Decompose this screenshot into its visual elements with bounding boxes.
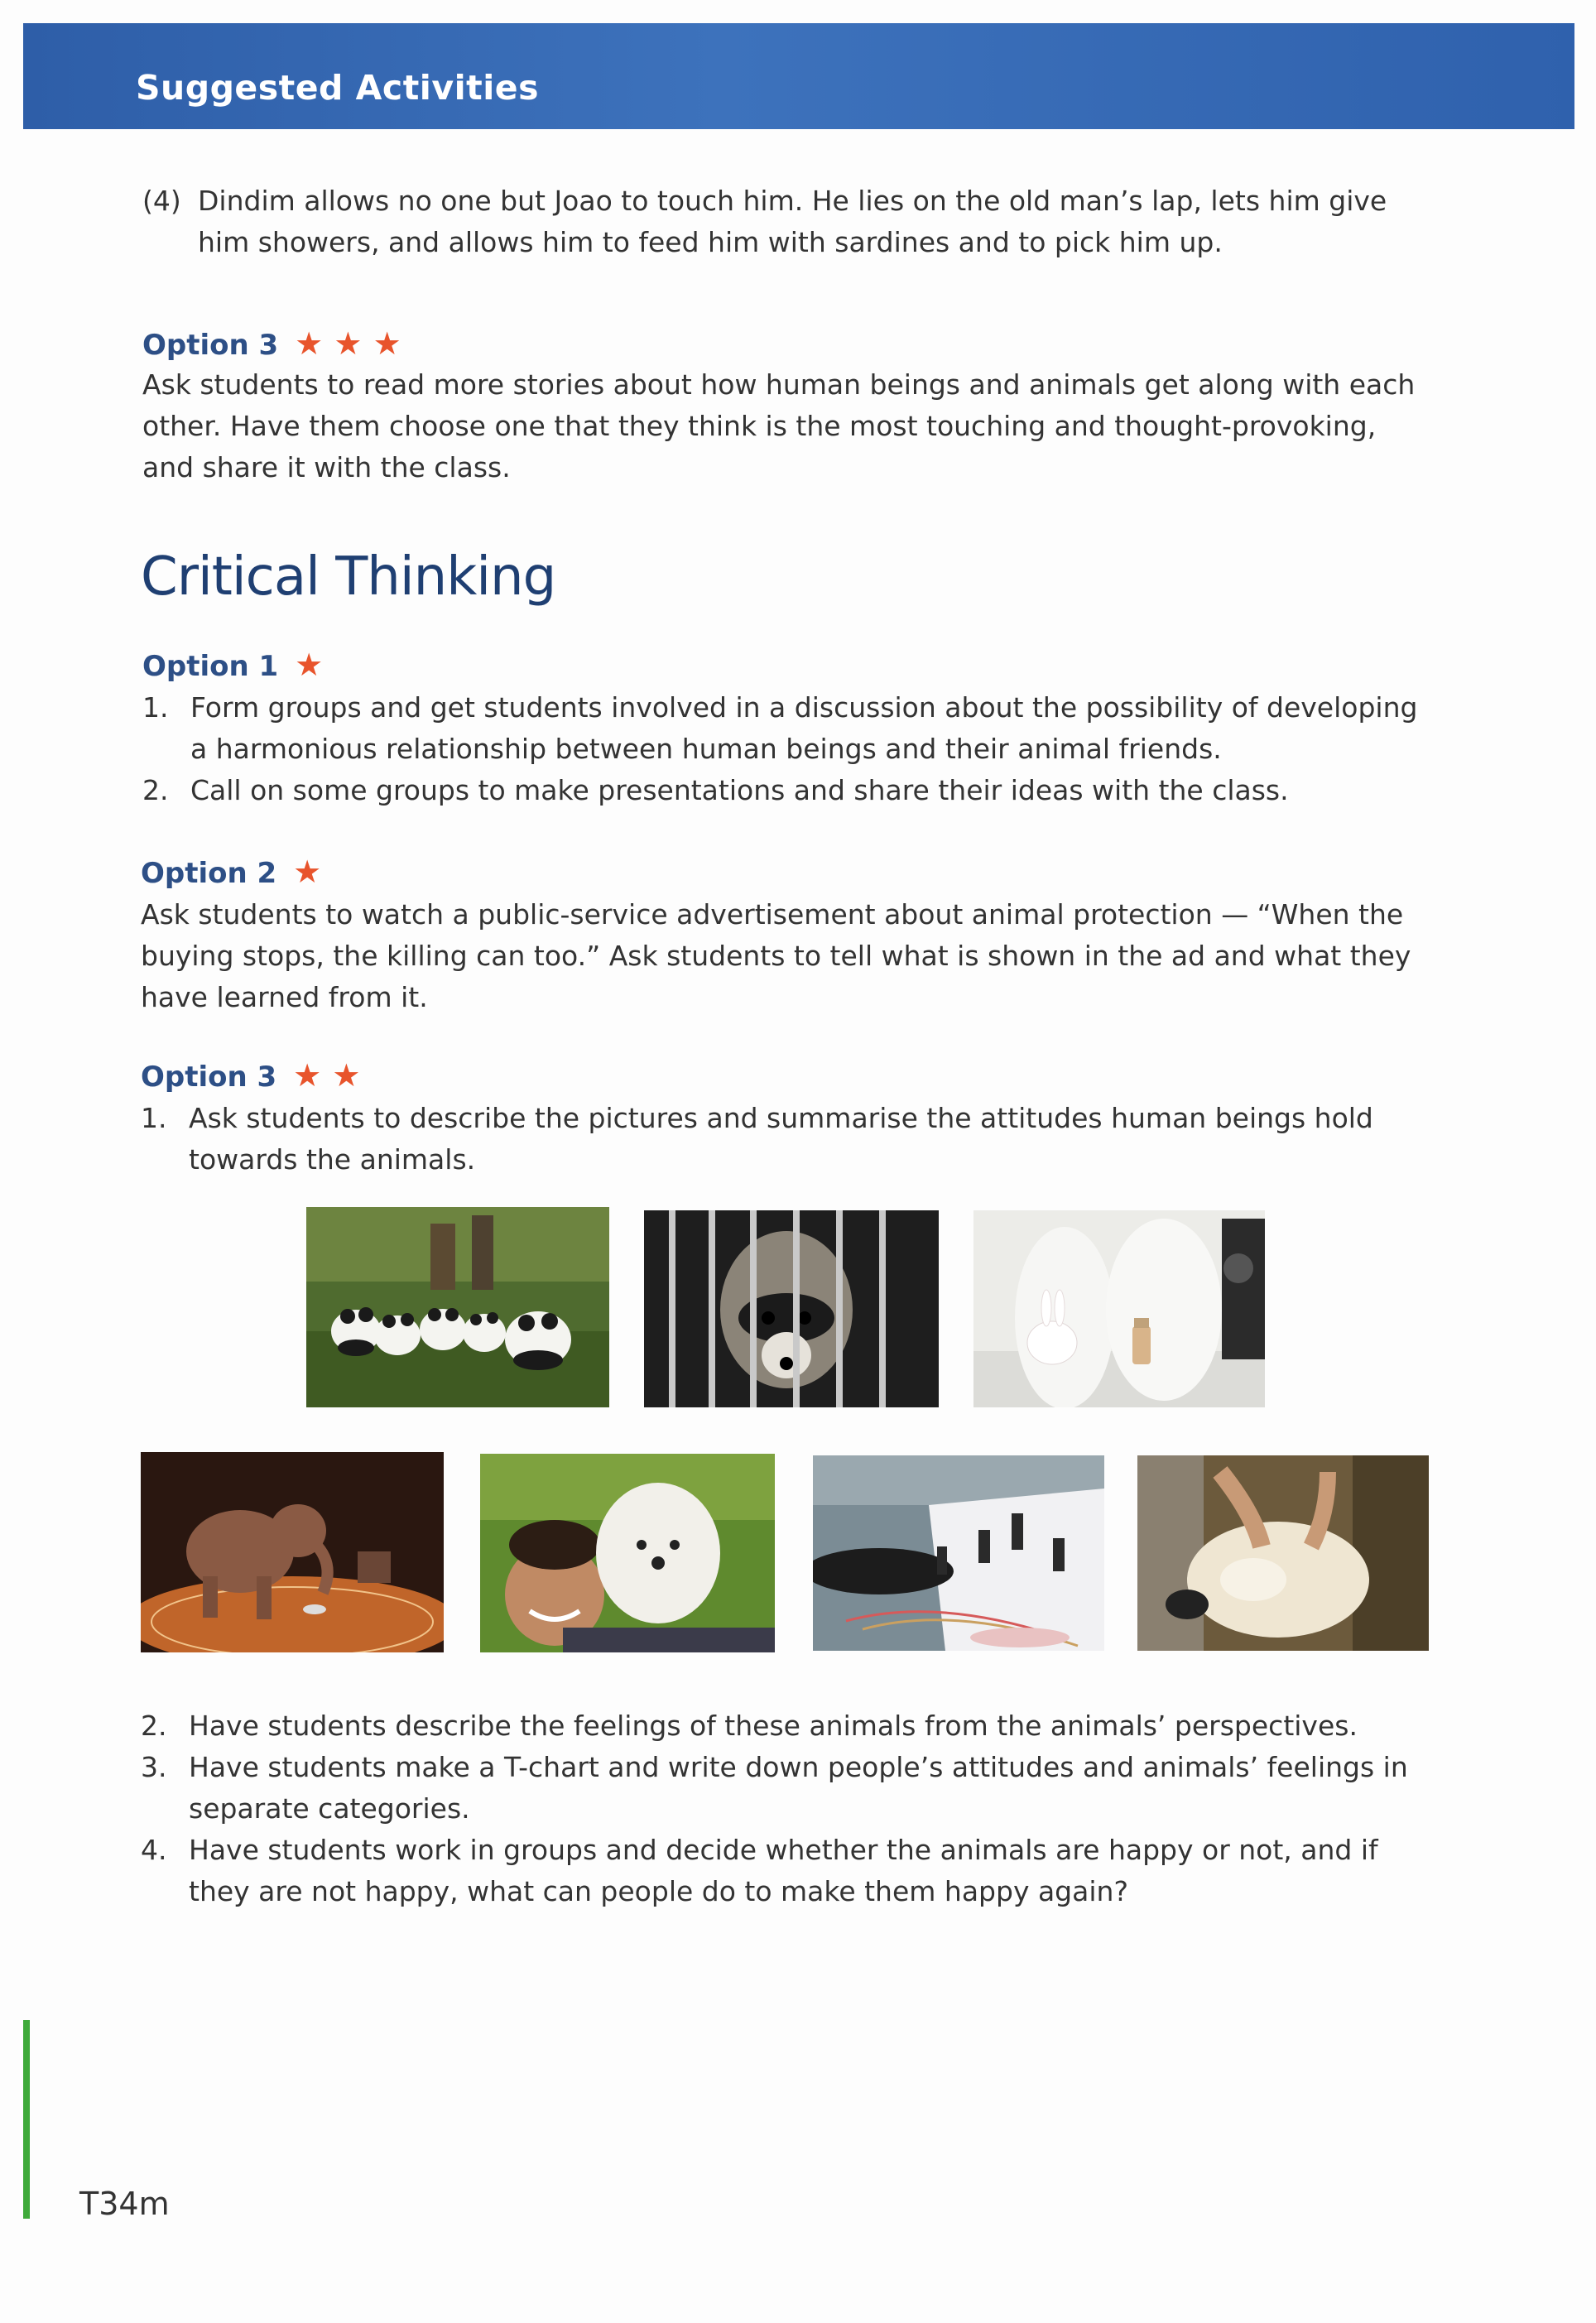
list-item-text: Have students make a T-chart and write down people’s attitudes and animals’ feelings in separate categories. (189, 1751, 1408, 1825)
photo-whale-hunting (813, 1455, 1104, 1651)
list-item-text: Ask students to describe the pictures and summarise the attitudes human beings hold towards the animals. (189, 1102, 1373, 1176)
section-title: Critical Thinking (141, 546, 556, 608)
answer-item-number: (4) (142, 185, 181, 217)
list-item-text: Have students describe the feelings of these animals from the animals’ perspectives. (189, 1710, 1358, 1742)
star-rating-icon: ★ ★ ★ (295, 325, 401, 362)
option-label: Option 1 (142, 650, 279, 683)
list-item-number: 3. (141, 1751, 167, 1783)
option-3-heading (141, 1055, 360, 1096)
option-label: Option 2 (141, 857, 277, 890)
list-item-number: 2. (141, 1710, 167, 1742)
star-rating-icon: ★ (293, 854, 322, 890)
option-3-top-text: Ask students to read more stories about how human beings and animals get along with each other. Have them choose one that they think is the most touching and thought-provoking, and share it with the class. (142, 368, 1416, 483)
photo-circus-elephant (141, 1452, 444, 1652)
option-3-heading-top (142, 323, 401, 364)
list-item-number: 4. (141, 1834, 167, 1866)
star-rating-icon: ★ ★ (293, 1057, 361, 1094)
photo-man-and-dog (480, 1454, 775, 1652)
list-item-text: Call on some groups to make presentations and share their ideas with the class. (190, 774, 1289, 806)
photo-pandas (306, 1207, 609, 1407)
option-2-text: Ask students to watch a public-service advertisement about animal protection — “When the buying stops, the killing can too.” Ask students to tell what is shown in the ad and what they have learned from it. (141, 898, 1411, 1013)
photo-sheep-shearing (1137, 1455, 1429, 1651)
list-item-number: 1. (142, 691, 169, 724)
option-2-heading (141, 851, 321, 892)
list-item-text: Have students work in groups and decide whether the animals are happy or not, and if they are not happy, what can people do to make them happy again? (189, 1834, 1378, 1907)
header-title: Suggested Activities (136, 68, 539, 108)
list-item-number: 1. (141, 1102, 167, 1134)
photo-lab-rabbit (973, 1210, 1265, 1407)
star-rating-icon: ★ (295, 647, 324, 683)
page-edge-marker (23, 2020, 30, 2219)
option-label: Option 3 (142, 329, 279, 362)
option-1-heading (142, 644, 323, 685)
page-number: T34m (79, 2186, 170, 2222)
list-item-text: Form groups and get students involved in a discussion about the possibility of developing a harmonious relationship between human beings and their animal friends. (190, 691, 1418, 765)
photo-raccoon-cage (644, 1210, 939, 1407)
option-label: Option 3 (141, 1060, 277, 1094)
list-item-number: 2. (142, 774, 169, 806)
answer-item-text: Dindim allows no one but Joao to touch him. He lies on the old man’s lap, lets him give him showers, and allows him to feed him with sardines and to pick him up. (198, 185, 1387, 258)
